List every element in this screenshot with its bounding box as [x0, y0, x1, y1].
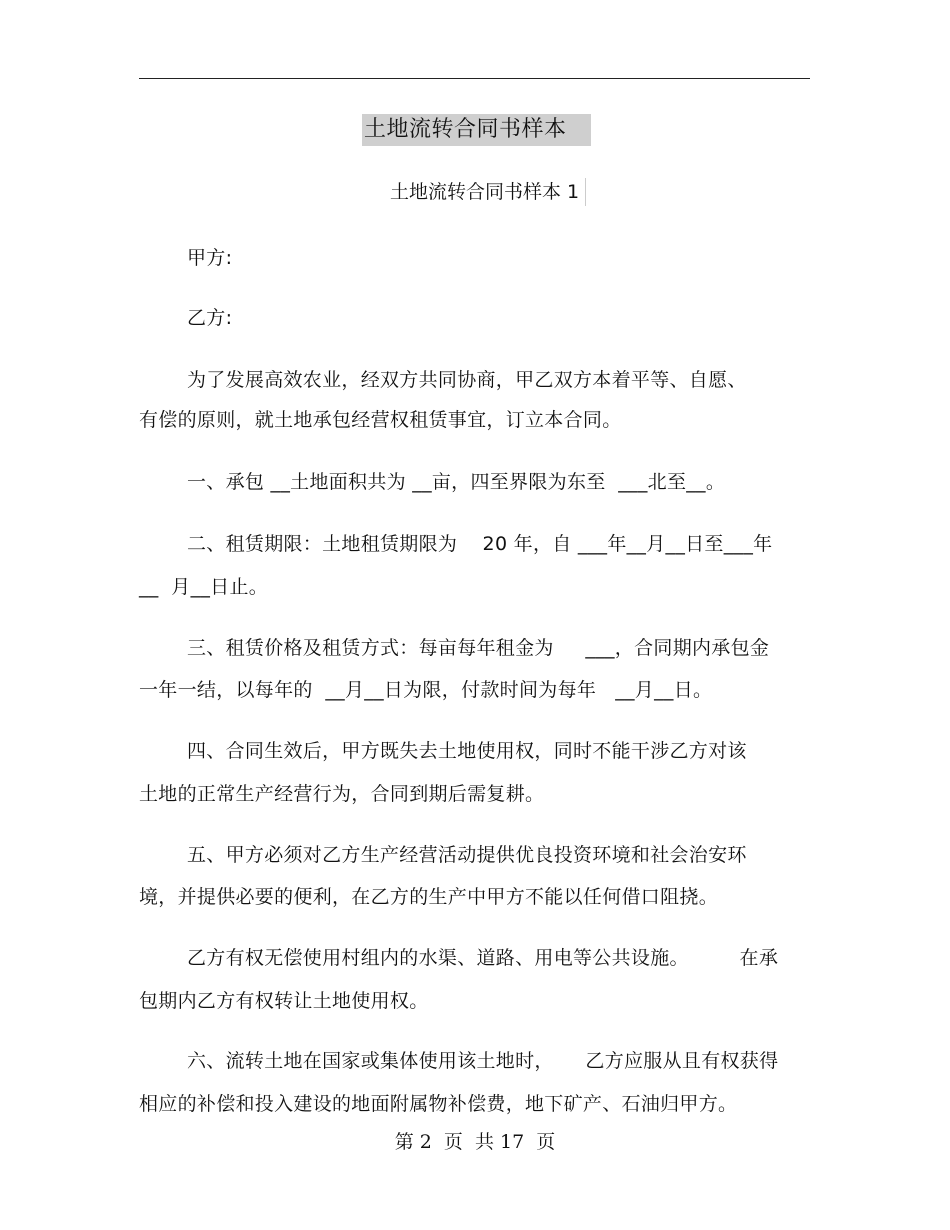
- party-a-line: 甲方:: [187, 247, 233, 269]
- header-rule: [139, 78, 810, 79]
- clause-4-line-2: 土地的正常生产经营行为，合同到期后需复耕。: [139, 783, 545, 805]
- clause-3-line-1: 三、租赁价格及租赁方式：每亩每年租金为 ___，合同期内承包金: [187, 637, 770, 659]
- clause-2-line-2: __ 月__日止。: [139, 576, 269, 598]
- clause-3-line-2: 一年一结，以每年的 __月__日为限，付款时间为每年 __月__日。: [139, 679, 713, 701]
- clause-5b-line-1: 乙方有权无偿使用村组内的水渠、道路、用电等公共设施。 在承: [187, 947, 779, 969]
- document-title: 土地流转合同书样本: [362, 114, 591, 146]
- clause-5b-line-2: 包期内乙方有权转让土地使用权。: [139, 990, 429, 1012]
- clause-2-line-1: 二、租赁期限：土地租赁期限为 20 年，自 ___年__月__日至___年: [187, 533, 773, 555]
- preamble-line-2: 有偿的原则，就土地承包经营权租赁事宜，订立本合同。: [139, 409, 622, 431]
- document-subtitle: 土地流转合同书样本 1: [390, 178, 586, 206]
- clause-4-line-1: 四、合同生效后，甲方既失去土地使用权，同时不能干涉乙方对该: [187, 740, 747, 762]
- clause-6-line-1: 六、流转土地在国家或集体使用该土地时， 乙方应服从且有权获得: [187, 1050, 779, 1072]
- clause-6-line-2: 相应的补偿和投入建设的地面附属物补偿费，地下矿产、石油归甲方。: [139, 1093, 738, 1115]
- clause-5-line-1: 五、甲方必须对乙方生产经营活动提供优良投资环境和社会治安环: [187, 844, 747, 866]
- page-footer: 第 2 页 共 17 页: [394, 1131, 556, 1153]
- party-b-line: 乙方:: [187, 307, 233, 329]
- clause-1-line-1: 一、承包 __土地面积共为 __亩，四至界限为东至 ___北至__。: [187, 471, 726, 493]
- clause-5-line-2: 境，并提供必要的便利，在乙方的生产中甲方不能以任何借口阻挠。: [139, 886, 719, 908]
- preamble-line-1: 为了发展高效农业，经双方共同协商，甲乙双方本着平等、自愿、: [187, 369, 747, 391]
